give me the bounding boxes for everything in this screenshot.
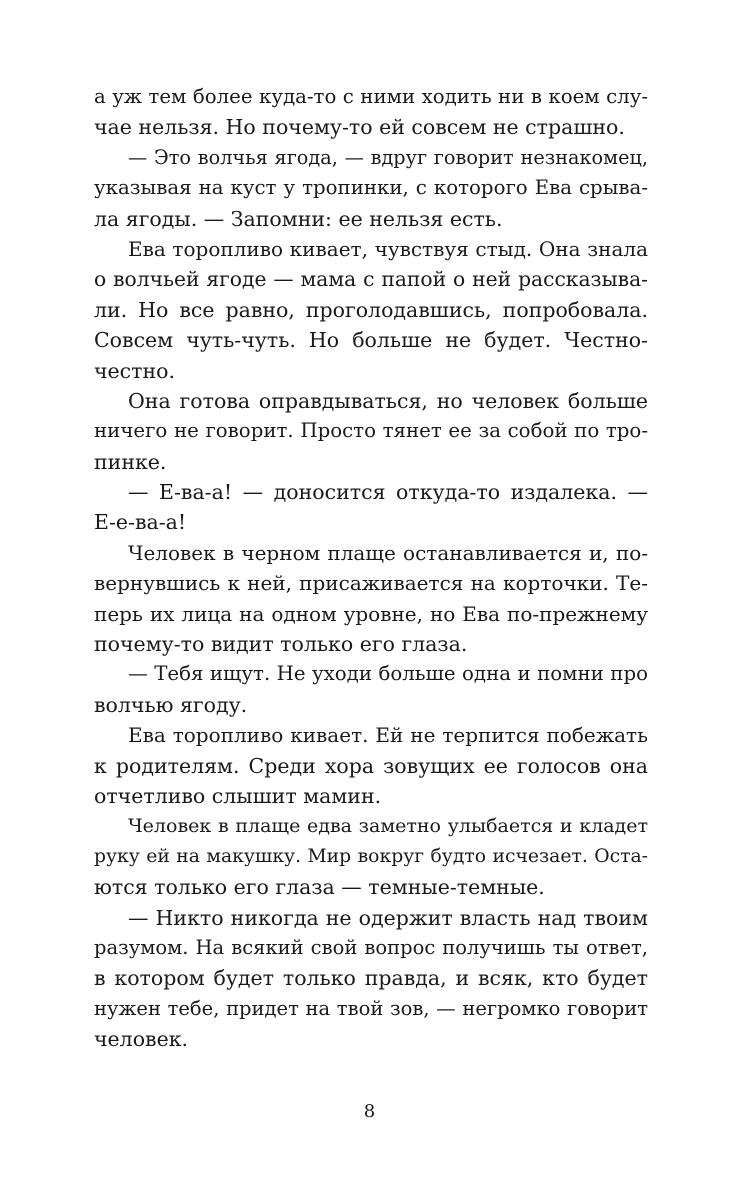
text-line: нужен тебе, придет на твой зов, — негромко говорит xyxy=(94,996,648,1020)
text-line: Совсем чуть-чуть. Но больше не будет. Честно- xyxy=(94,328,648,353)
text-line: ничего не говорит. Просто тянет ее за собой по тро- xyxy=(94,419,648,443)
text-line: честно. xyxy=(94,358,176,383)
text-line: к родителям. Среди хора зовущих ее голосов она xyxy=(94,753,648,778)
text-line: разумом. На всякий свой вопрос получишь ты ответ, xyxy=(94,935,648,959)
text-line: руку ей на макушку. Мир вокруг будто исчезает. Оста- xyxy=(94,845,648,867)
text-line: Ева торопливо кивает. Ей не терпится побежать xyxy=(128,723,648,748)
text-line: ли. Но все равно, проголодавшись, попробовала. xyxy=(94,297,648,322)
text-line: ются только его глаза — темные-темные. xyxy=(94,875,545,900)
text-line: перь их лица на одном уровне, но Ева по-прежнему xyxy=(94,601,648,626)
text-line: — Никто никогда не одержит власть над твоим xyxy=(128,905,648,930)
body-text xyxy=(94,82,648,1055)
text-line: указывая на куст у тропинки, с которого Ева срыва- xyxy=(94,176,648,200)
text-line: о волчьей ягоде — мама с папой о ней рассказыва- xyxy=(94,267,648,292)
text-line: в котором будет только правда, и всяк, кто будет xyxy=(94,966,648,991)
text-line: человек. xyxy=(94,1027,189,1052)
text-line: Ева торопливо кивает, чувствуя стыд. Она знала xyxy=(128,236,648,261)
text-line: Человек в черном плаще останавливается и, по- xyxy=(128,540,648,565)
text-line: Человек в плаще едва заметно улыбается и кладет xyxy=(128,815,648,838)
text-line: — Е-ва-а! — доносится откуда-то издалека. — xyxy=(128,480,648,505)
text-line: ла ягоды. — Запомни: ее нельзя есть. xyxy=(94,206,503,231)
text-line: — Тебя ищут. Не уходи больше одна и помни про xyxy=(128,662,648,686)
text-line: почему-то видит только его глаза. xyxy=(94,632,468,657)
text-line: Е-е-ва-а! xyxy=(94,510,187,535)
text-line: — Это волчья ягода, — вдруг говорит незнакомец, xyxy=(128,145,648,169)
text-line: вернувшись к ней, присаживается на корточки. Те- xyxy=(94,571,648,596)
text-line: чае нельзя. Но почему-то ей совсем не страшно. xyxy=(94,115,625,140)
text-line: отчетливо слышит мамин. xyxy=(94,783,382,808)
text-line: пинке. xyxy=(94,449,167,474)
text-line: волчью ягоду. xyxy=(94,692,248,717)
text-line: Она готова оправдываться, но человек больше xyxy=(128,388,648,413)
page-number: 8 xyxy=(363,1101,376,1122)
text-line: а уж тем более куда-то с ними ходить ни в коем слу- xyxy=(94,85,648,108)
